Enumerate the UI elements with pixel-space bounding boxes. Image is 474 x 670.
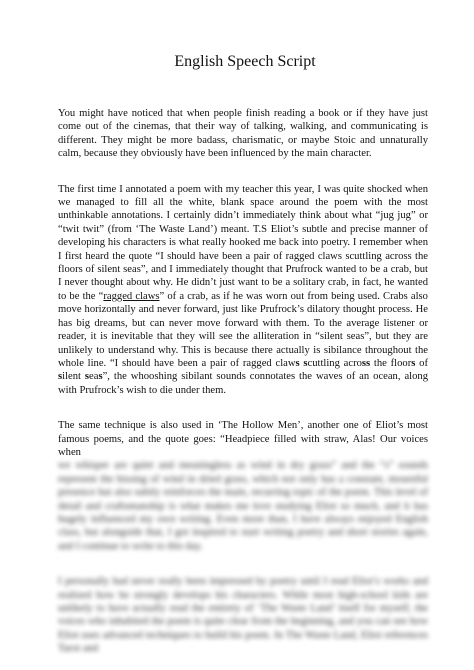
paragraph-text: ”, the whooshing sibilant sounds connotates the waves of an ocean, along with Prufrock’s wish to die under them. (58, 371, 428, 396)
paragraph-text: the floor (370, 357, 412, 369)
paragraph-text: The first time I annotated a poem with my teacher this year, I was quite shocked when we managed to fill all the white, blank space around the poem with the most unthinkable annotations. I certainly didn’t immediately think about what “jug jug” or “twit twit” (from ‘The Waste Land’) meant. T.S Eliot’s subtle and precise manner of developing his characters is what really hooked me back into poetry. I remember when I first heard the quote “I should have been a pair of ragged claws scuttling across the floors of silent seas”, and I immediately thought that Prufrock wanted to be a crab, but I never thought about why. He didn’t just want to be a solitary crab, in fact, he wanted to be the “ (58, 183, 428, 302)
paragraph-text: ” of a crab, as if he was worn out from being used. Crabs also move horizontally and never forward, just like Prufrock’s dilatory thought process. He has big dreams, but can never move forward with them. To the average listener or reader, it is inevitable that they will see the alliteration in “silent seas”, but they are unlikely to understand why. This is because there actually is sibilance throughout the whole line. “I should have been a pair of ragged claw (58, 290, 428, 369)
paragraph-intro: You might have noticed that when people finish reading a book or if they have just come out of the cinemas, that their way of talking, walking, and communicating is different. They might be more badass, charismatic, or maybe Stoic and unnaturally calm, because they obviously have been influenced by the main character. (58, 108, 428, 160)
bold-sibilance: s (58, 371, 63, 383)
bold-sibilance: s (98, 371, 103, 383)
paragraph-blurred: I personally had never really been impressed by poetry until I read Eliot’s works and realized how he strongly develops his characters. While most high-school kids are unlikely to have actually read the entirety of ‘The Waste Land’ itself for myself, the voices who inhabited the poem is quite clear from the beginning, and you can see how Eliot uses advanced techniques to build his poem. In The Waste Land, Eliot references Tarot and (58, 576, 428, 655)
paragraph-text: ea (89, 371, 99, 383)
paragraph-blurred: we whisper are quiet and meaningless as wind in dry grass” and the “s” sounds represent the hissing of wind in dried grass, which not only has a constant, mournful presence but also subtly reinforces the main, recurring topic of the poem. This level of detail and craftsmanship is what makes me love studying Eliot so much, and it has hugely influenced my own writing. Even more than, I have always enjoyed English class, but alongside that, I got inspired to start writing poetry and short stories again, and I continue to write to this day. (58, 460, 428, 552)
paragraph-hollow-men: The same technique is also used in ‘The Hollow Men’, another one of Eliot’s most famous poems, and the quote goes: “Headpiece filled with straw, Alas! Our voices when (58, 420, 428, 458)
paragraph-text: ilent (62, 371, 85, 383)
document-title: English Speech Script (174, 53, 316, 70)
underlined-quote: ragged claws (103, 290, 160, 302)
bold-sibilance: ss (361, 357, 371, 369)
bold-sibilance: s (303, 357, 308, 369)
blurred-preview (58, 459, 428, 655)
bold-sibilance: s (411, 357, 416, 369)
paragraph-text: of (415, 357, 428, 369)
paragraph-annotation (58, 183, 428, 398)
paragraph-text: cuttling acro (307, 357, 362, 369)
bold-sibilance: s (84, 371, 90, 383)
bold-sibilance: s (295, 357, 300, 369)
